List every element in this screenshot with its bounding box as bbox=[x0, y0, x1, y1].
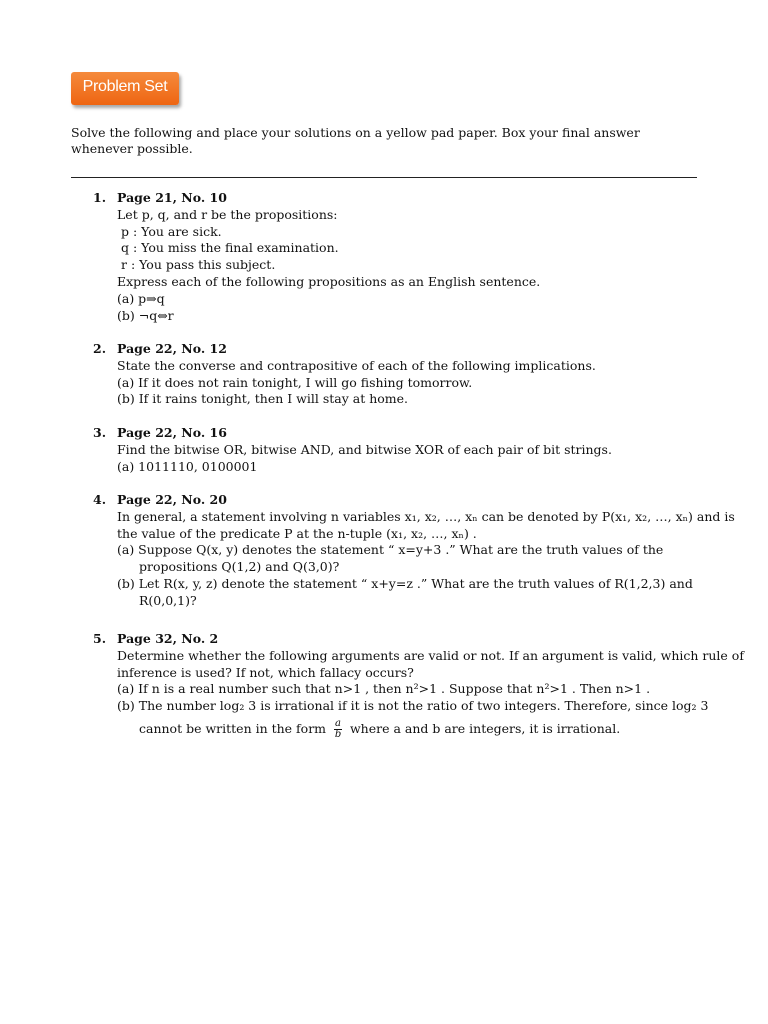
divider bbox=[71, 177, 697, 178]
problem-line: p : You are sick. bbox=[121, 223, 222, 239]
problem-line: (a) 1011110, 0100001 bbox=[117, 458, 258, 474]
problem-text: where a and b are integers, it is irrational. bbox=[349, 720, 621, 736]
problem-line: (a) If it does not rain tonight, I will go fishing tomorrow. bbox=[117, 374, 473, 390]
problem-title: Page 22, No. 16 bbox=[117, 425, 227, 440]
problem-line: the value of the predicate P at the n-tuple (x₁, x₂, …, xₙ) . bbox=[117, 525, 477, 541]
problem-line: (b) Let R(x, y, z) denote the statement “ x+y=z .” What are the truth values of R(1,2,3) and bbox=[117, 575, 693, 591]
fraction-numerator: a bbox=[335, 717, 341, 729]
problem-number: 1. bbox=[93, 190, 107, 205]
problem-number: 4. bbox=[93, 492, 107, 507]
problem-line: R(0,0,1)? bbox=[139, 592, 197, 608]
problem-text: cannot be written in the form bbox=[139, 720, 327, 736]
problem-1 bbox=[93, 190, 703, 324]
problem-line: Find the bitwise OR, bitwise AND, and bitwise XOR of each pair of bit strings. bbox=[117, 441, 612, 457]
instructions: Solve the following and place your solutions on a yellow pad paper. Box your final answer whenever possible. bbox=[71, 125, 640, 156]
problem-number: 3. bbox=[93, 425, 107, 440]
problem-line: propositions Q(1,2) and Q(3,0)? bbox=[139, 559, 340, 575]
problem-line: q : You miss the final examination. bbox=[121, 240, 339, 256]
problem-number: 5. bbox=[93, 631, 107, 646]
problem-line: Express each of the following propositions as an English sentence. bbox=[117, 273, 541, 289]
problem-line: (b) The number log₂ 3 is irrational if it is not the ratio of two integers. Therefore, since log₂ 3 bbox=[117, 698, 709, 714]
problem-line: In general, a statement involving n variables x₁, x₂, …, xₙ can be denoted by P(x₁, x₂, …, xₙ) and is bbox=[117, 508, 735, 524]
problem-5 bbox=[93, 631, 744, 740]
problem-title: Page 22, No. 12 bbox=[117, 341, 227, 356]
problem-4 bbox=[93, 492, 735, 610]
problem-line: Determine whether the following arguments are valid or not. If an argument is valid, which rule of bbox=[117, 647, 744, 663]
problem-line: r : You pass this subject. bbox=[121, 257, 276, 273]
problem-title: Page 22, No. 20 bbox=[117, 492, 227, 507]
problem-title: Page 32, No. 2 bbox=[117, 631, 219, 646]
problem-line: (a) p⇒q bbox=[117, 290, 165, 306]
problem-number: 2. bbox=[93, 341, 107, 356]
problem-3 bbox=[93, 425, 703, 475]
problem-title: Page 21, No. 10 bbox=[117, 190, 227, 205]
problem-line: (b) If it rains tonight, then I will stay at home. bbox=[117, 391, 408, 407]
problem-line: (a) Suppose Q(x, y) denotes the statement “ x=y+3 .” What are the truth values of the bbox=[117, 542, 664, 558]
problem-set-badge bbox=[71, 72, 179, 105]
fraction-denominator: b bbox=[334, 728, 342, 740]
badge-label: Problem Set bbox=[82, 78, 168, 95]
problem-line: (b) ¬q⇔r bbox=[117, 307, 174, 323]
problem-line-fraction bbox=[117, 719, 703, 740]
problem-2 bbox=[93, 341, 703, 408]
problem-line: Let p, q, and r be the propositions: bbox=[117, 206, 338, 222]
problem-line: State the converse and contrapositive of each of the following implications. bbox=[117, 357, 596, 373]
fraction bbox=[334, 719, 342, 740]
problem-line: (a) If n is a real number such that n>1 , then n²>1 . Suppose that n²>1 . Then n>1 . bbox=[117, 681, 651, 697]
problem-line: inference is used? If not, which fallacy occurs? bbox=[117, 664, 414, 680]
